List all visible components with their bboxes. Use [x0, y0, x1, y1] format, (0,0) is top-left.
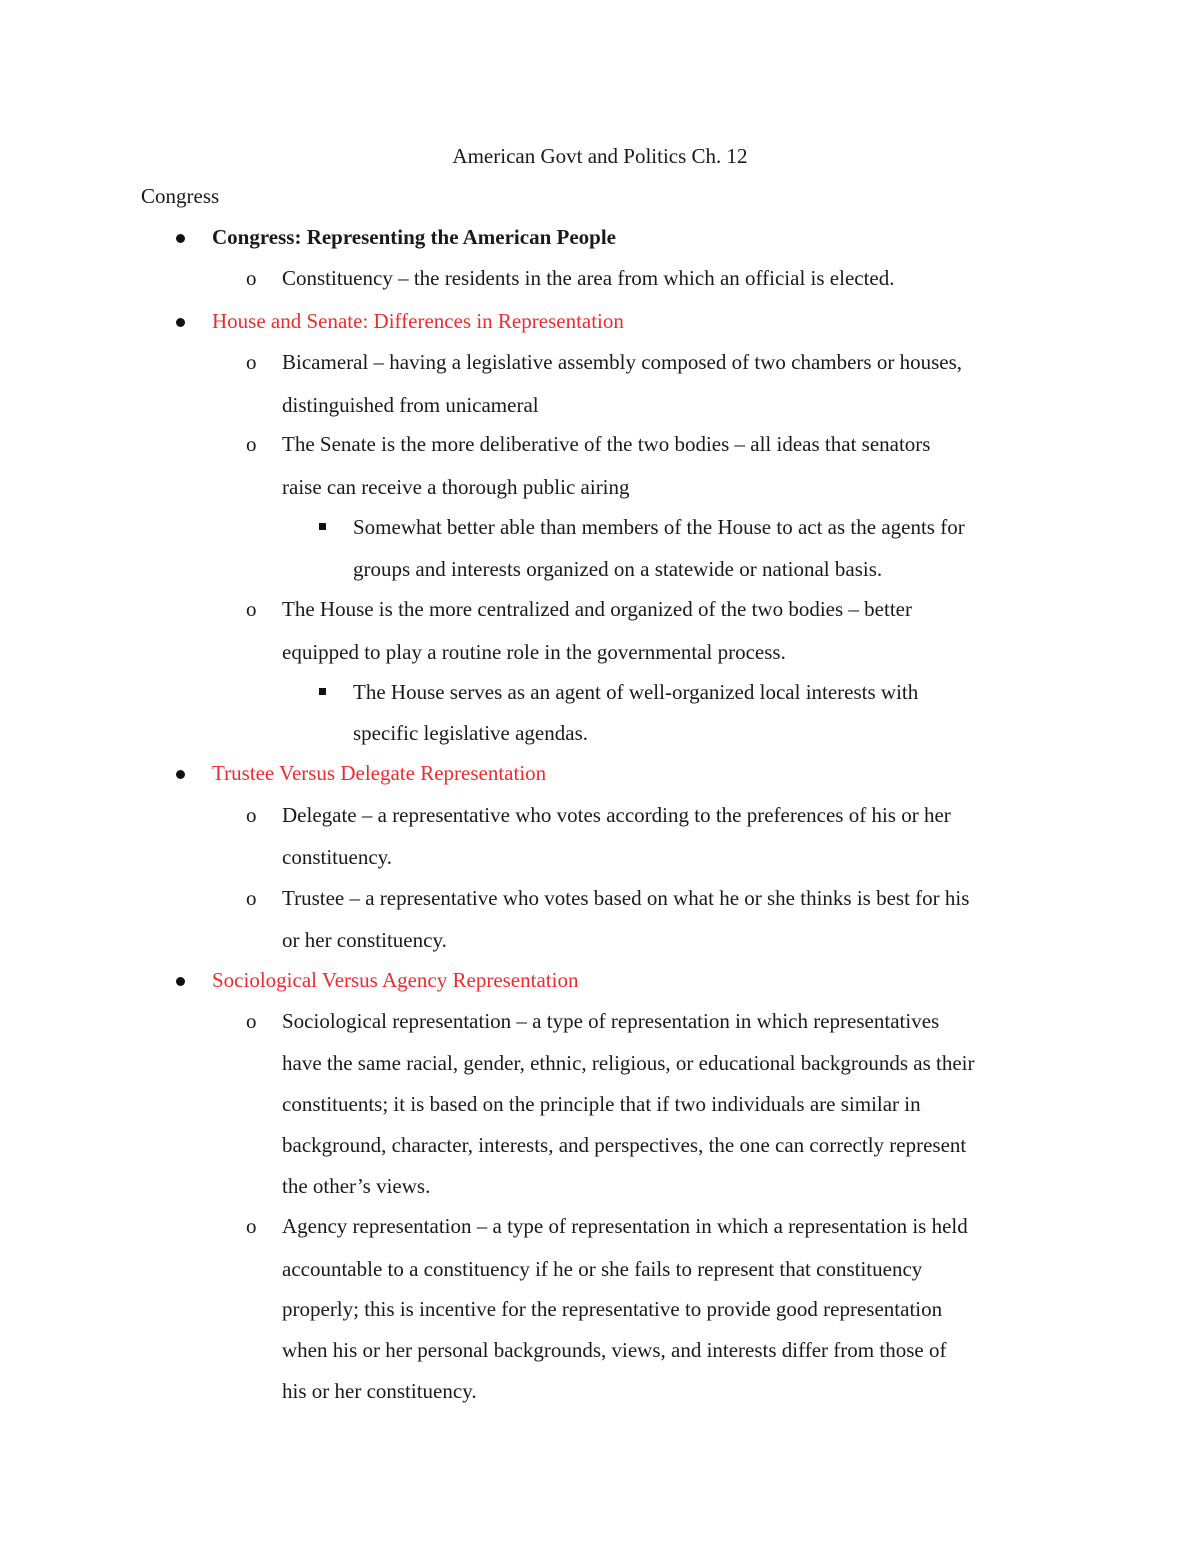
circle-bullet-icon: o	[246, 597, 257, 621]
list-item-line: constituents; it is based on the principle that if two individuals are similar in	[282, 1092, 921, 1116]
bullet-icon	[176, 318, 185, 327]
list-item-line: Somewhat better able than members of the House to act as the agents for	[353, 515, 965, 539]
list-item-line: The House is the more centralized and organized of the two bodies – better	[282, 597, 912, 621]
topic-trustee-delegate: Trustee Versus Delegate Representation	[212, 761, 547, 785]
list-item-line: specific legislative agendas.	[353, 721, 588, 745]
circle-bullet-icon: o	[246, 886, 257, 910]
list-item-line: properly; this is incentive for the representative to provide good representation	[282, 1297, 943, 1321]
topic-house-senate: House and Senate: Differences in Representation	[212, 309, 624, 333]
page-title: American Govt and Politics Ch. 12	[452, 144, 748, 168]
square-bullet-icon	[319, 523, 326, 530]
bullet-icon	[176, 770, 185, 779]
list-item-line: groups and interests organized on a statewide or national basis.	[353, 557, 883, 581]
list-item-line: distinguished from unicameral	[282, 393, 539, 417]
list-item-line: equipped to play a routine role in the governmental process.	[282, 640, 786, 664]
list-item-line: background, character, interests, and perspectives, the one can correctly represent	[282, 1133, 967, 1157]
square-bullet-icon	[319, 688, 326, 695]
list-item-line: The Senate is the more deliberative of the two bodies – all ideas that senators	[282, 432, 931, 456]
list-item-line: Agency representation – a type of representation in which a representation is held	[282, 1214, 968, 1238]
list-item-line: raise can receive a thorough public airing	[282, 475, 630, 499]
topic-congress-representing: Congress: Representing the American People	[212, 225, 617, 249]
circle-bullet-icon: o	[246, 1009, 257, 1033]
list-item-line: the other’s views.	[282, 1174, 431, 1198]
list-item-line: or her constituency.	[282, 928, 447, 952]
circle-bullet-icon: o	[246, 350, 257, 374]
list-item-line: constituency.	[282, 845, 393, 869]
list-item-line: Bicameral – having a legislative assembly composed of two chambers or houses,	[282, 350, 962, 374]
list-item-line: Delegate – a representative who votes according to the preferences of his or her	[282, 803, 951, 827]
circle-bullet-icon: o	[246, 266, 257, 290]
circle-bullet-icon: o	[246, 1214, 257, 1238]
list-item-line: have the same racial, gender, ethnic, religious, or educational backgrounds as their	[282, 1051, 975, 1075]
list-item-line: accountable to a constituency if he or she fails to represent that constituency	[282, 1257, 923, 1281]
list-item-line: Trustee – a representative who votes based on what he or she thinks is best for his	[282, 886, 970, 910]
list-item-line: The House serves as an agent of well-organized local interests with	[353, 680, 919, 704]
list-item-line: when his or her personal backgrounds, views, and interests differ from those of	[282, 1338, 947, 1362]
bullet-icon	[176, 977, 185, 986]
topic-sociological-agency: Sociological Versus Agency Representation	[212, 968, 579, 992]
section-heading: Congress	[141, 184, 220, 208]
bullet-icon	[176, 234, 185, 243]
list-item-line: Constituency – the residents in the area from which an official is elected.	[282, 266, 895, 290]
list-item-line: Sociological representation – a type of representation in which representatives	[282, 1009, 940, 1033]
circle-bullet-icon: o	[246, 432, 257, 456]
list-item-line: his or her constituency.	[282, 1379, 477, 1403]
circle-bullet-icon: o	[246, 803, 257, 827]
